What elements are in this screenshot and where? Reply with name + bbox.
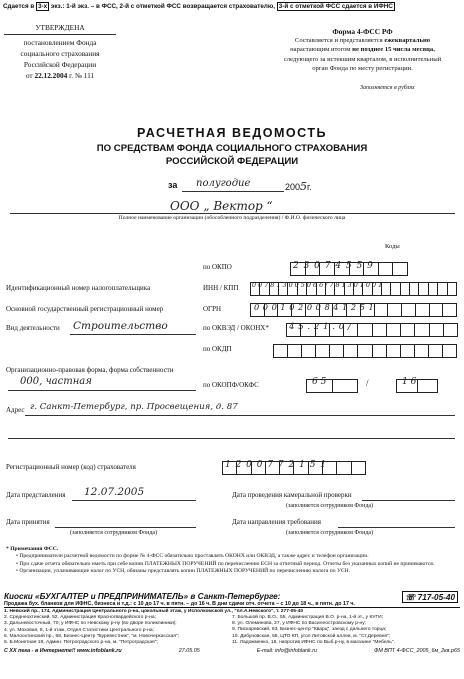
legal-form-value: 000, частная [20, 376, 92, 387]
codes-header: Коды [385, 243, 400, 250]
acceptance-label: Дата принятия [6, 518, 50, 526]
fss-notes [6, 546, 458, 576]
requirement-note: (заполняется сотрудником Фонда) [286, 530, 374, 536]
year-digit: 5 [300, 180, 308, 193]
submission-label: Дата представления [6, 491, 66, 499]
advert-location: 10. Дибуновская, 65, ЦТО КП, угол Литовской аллеи, м. "Ст.Деревня"; [232, 633, 391, 639]
approval-line-2: социального страхования [20, 49, 100, 58]
advert-location: 7. Большой пр. В.О., 55, Администрация В.О. р-на, 1-й эт., у КУГИ; [232, 615, 384, 620]
advert-right-column [232, 609, 460, 646]
advert-phone: ☏ 717-05-40 [402, 591, 458, 603]
advert-date: 27.05.05 [178, 648, 200, 655]
form-info-line-4: орган Фонда по месту регистрации. [312, 64, 413, 72]
form-number: Форма 4-ФСС РФ [332, 27, 393, 36]
note-third-copy: 3-й с отметкой ФСС сдается в ИФНС [278, 3, 393, 10]
okpo-value: 2 3 0 7 4 5 5 9 [293, 261, 374, 271]
registration-value: 1 2 0 0 7 7 2 1 5 1 [225, 460, 328, 470]
advert-location: 6. Б.Монетная 19, Админ. Петроградского р-на, м. "Петроградская"; [4, 640, 158, 646]
title-line-2: ПО СРЕДСТВАМ ФОНДА СОЦИАЛЬНОГО СТРАХОВАНИЯ [96, 143, 368, 154]
advert-email[interactable]: E-mail: info@infoblank.ru [256, 648, 318, 655]
okdp-cells [273, 344, 457, 358]
form-info-text-2: нарастающим итогом [290, 46, 351, 54]
form-info [270, 27, 455, 73]
approval-line-3: Российской Федерации [23, 60, 97, 69]
acceptance-underline [55, 527, 196, 528]
note-middle: экз.: 1-й экз. – в ФСС, 2-й с отметкой ФСС возвращается страхователю, [50, 3, 275, 10]
approval-heading: УТВЕРЖДЕНА [4, 22, 116, 35]
approval-number: г. № 111 [69, 71, 95, 80]
requirement-label: Дата направления требования [232, 518, 321, 526]
approval-date-prefix: от [25, 71, 33, 80]
approval-date: 22.12.2004 [34, 71, 68, 80]
form-info-line-1 [270, 36, 455, 45]
advert-locations [4, 609, 460, 646]
year-suffix: г. [307, 182, 312, 192]
desk-audit-note: (заполняется сотрудником Фонда) [286, 503, 374, 509]
address-value: г. Санкт-Петербург, пр. Просвещения, д. 87 [30, 402, 238, 412]
advert-headline [4, 592, 460, 601]
period-value: полугодие [196, 178, 251, 189]
form-info-text-1b: ежеквартально [384, 37, 431, 45]
advert-block [4, 592, 460, 677]
notes-heading: * Примечания ФСС. [6, 546, 59, 552]
requirement-underline [338, 527, 455, 528]
units-note: Заполняется в рублях [360, 85, 415, 91]
activity-underline [70, 334, 196, 335]
okved-value: 4 5 . 2 1 . 0 / [289, 322, 352, 332]
period-prefix: за [168, 180, 178, 190]
note-item: • При сдаче отчета обязательно иметь при себе копии ПЛАТЕЖНЫХ ПОРУЧЕНИЙ по перечислению ЕСН за отчетный период. Отчеты без указанных копий не принимаются. [16, 560, 435, 567]
note-text: Организации, уплачивающие налог по УСН, обязаны представлять копии ПЛАТЕЖНЫХ ПОРУЧЕНИЙ по перечислению налога по УСН. [19, 568, 351, 575]
ogrn-value: 0 0 0 1 0 2 0 0 8 4 1 2 5 1 [254, 302, 375, 312]
ogrn-label: Основной государственный регистрационный номер [6, 305, 164, 313]
advert-location: 4. ул. Моховая, 8, 1-й этаж, Отдел Статистики Центрального р-на; [4, 627, 154, 633]
title-line-1: РАСЧЕТНАЯ ВЕДОМОСТЬ [137, 126, 327, 140]
advert-location: 8. ул. Олеминова, 27, у ИФНС по Василеостровскому р-ну; [232, 621, 367, 627]
ogrn-short-label: ОГРН [203, 305, 222, 313]
okfs-value: 1 6 [402, 377, 417, 387]
advert-location: 3. Дальневосточный, 70, у ИФНС по Невскому р-ну (во дворе поликлиники); [4, 621, 177, 627]
okopf-value: 6 5 [312, 377, 327, 387]
organization-underline [10, 213, 455, 214]
registration-label: Регистрационный номер (код) страхователя [6, 463, 136, 471]
address-label: Адрес [6, 406, 25, 414]
advert-subline: Продажа бух. бланков для ИФНС, бизнеса и т.д.: с 10 до 17 ч. в пятн. – до 16 ч. В дни сдачи отч. отчета – с 10 до 18 ч., в пятн. до 17 ч. [4, 601, 460, 608]
legal-form-underline [8, 390, 196, 391]
period-year [285, 180, 312, 193]
okpo-label: по ОКПО [203, 263, 232, 271]
note-text: При сдаче отчета обязательно иметь при себе копии ПЛАТЕЖНЫХ ПОРУЧЕНИЙ по перечислению ЕСН за отчетный период. Отчеты без указанных копий не принимаются. [19, 560, 435, 567]
approval-line-1: постановлением Фонда [23, 38, 97, 47]
advert-website[interactable]: С XX пека - в Интернете!! www.infoblank.ru [4, 648, 122, 655]
advert-title: Киоски «БУХГАЛТЕР и ПРЕДПРИНИМАТЕЛЬ» в Санкт-Петербурге: [4, 592, 281, 601]
desk-audit-label: Дата проведения камеральной проверки [232, 491, 352, 499]
submission-underline [72, 500, 196, 501]
approval-date-line [4, 70, 116, 81]
form-info-line-2 [270, 45, 455, 54]
okopf-label: по ОКОПФ/ОКФС [203, 381, 259, 389]
approval-block [4, 22, 116, 81]
advert-code: ФМ ВПТ 4-ФСС_2005_6м_2кв.р65 [374, 648, 460, 655]
organization-name: ООО „ Вектор “ [170, 199, 273, 213]
title-line-3: РОССИЙСКОЙ ФЕДЕРАЦИИ [165, 156, 299, 167]
activity-value: Строительство [73, 320, 168, 332]
note-item: • Организации, уплачивающие налог по УСН, обязаны представлять копии ПЛАТЕЖНЫХ ПОРУЧЕНИЙ по перечислению налога по УСН. [16, 568, 351, 575]
advert-location: 11. Ладожменко, 18, напротив ИФНС по Выб.р-ну, в магазине "Мебель". [232, 639, 395, 645]
form-info-line-3: следующего за истекшим кварталом, в исполнительный [283, 55, 442, 63]
inn-value: 0 0 7 8 1 3 0 0 5 0 6 6 / 7 8 1 3 0 1 0 0 1 [252, 281, 383, 289]
inn-label: Идентификационный номер налогоплательщика [6, 284, 151, 292]
organization-caption: Полное наименование организации (обособленного подразделения) / Ф.И.О. физического лица [118, 215, 346, 221]
advert-location: 5. Малоохтинский пр., 68, Бизнес-Центр "Буревестник", "м. Новочеркасская"; [4, 633, 180, 639]
form-info-text-1: Составляется и представляется [294, 37, 383, 45]
copies-count: 3-х [38, 3, 48, 10]
okved-label: по ОКВЭД / ОКОНХ* [203, 324, 269, 332]
desk-audit-underline [362, 500, 455, 501]
inn-kpp-label: ИНН / КПП [203, 284, 239, 292]
note-text: Предприниматели расчетной ведомости по форме № 4-ФСС обязательно проставлять ОКОНХ или ОКВЭД, а также адрес и телефон организации. [19, 553, 369, 560]
form-info-text-2b: не позднее 15 числа месяца, [352, 46, 435, 54]
advert-footer [4, 648, 460, 654]
note-item: • Предприниматели расчетной ведомости по форме № 4-ФСС обязательно проставлять ОКОНХ или ОКВЭД, а также адрес и телефон организации. [16, 553, 369, 560]
legal-form-label: Организационно-правовая форма, форма собственности [6, 366, 174, 374]
advert-location: 2. Среднеохтинский, 52, Администрация Красногвардейского р-на; [4, 615, 156, 621]
address-underline [25, 415, 455, 416]
note-prefix: Сдается в [3, 3, 35, 10]
year-prefix: 200 [285, 182, 301, 192]
top-copies-note [3, 3, 461, 15]
submission-value: 12.07.2005 [84, 486, 145, 498]
acceptance-note: (заполняется сотрудником Фонда) [70, 530, 158, 536]
activity-label: Вид деятельности [6, 324, 60, 332]
advert-location: 1. Невский пр., 174, Администрация Центрального р-на, цокольный этаж, у Исполкомской ул., "пл.А.Невского", т. 277-05-40 [4, 609, 304, 614]
okopf-slash: / [366, 378, 369, 388]
address-underline-2 [8, 438, 455, 439]
okdp-label: по ОКДП [203, 345, 232, 353]
advert-location: 9. Пискаревский, 63, Бизнес-центр "Кварц", заезд с дальнего торца; [232, 627, 387, 633]
document-title [0, 125, 464, 168]
period-underline [182, 191, 284, 192]
